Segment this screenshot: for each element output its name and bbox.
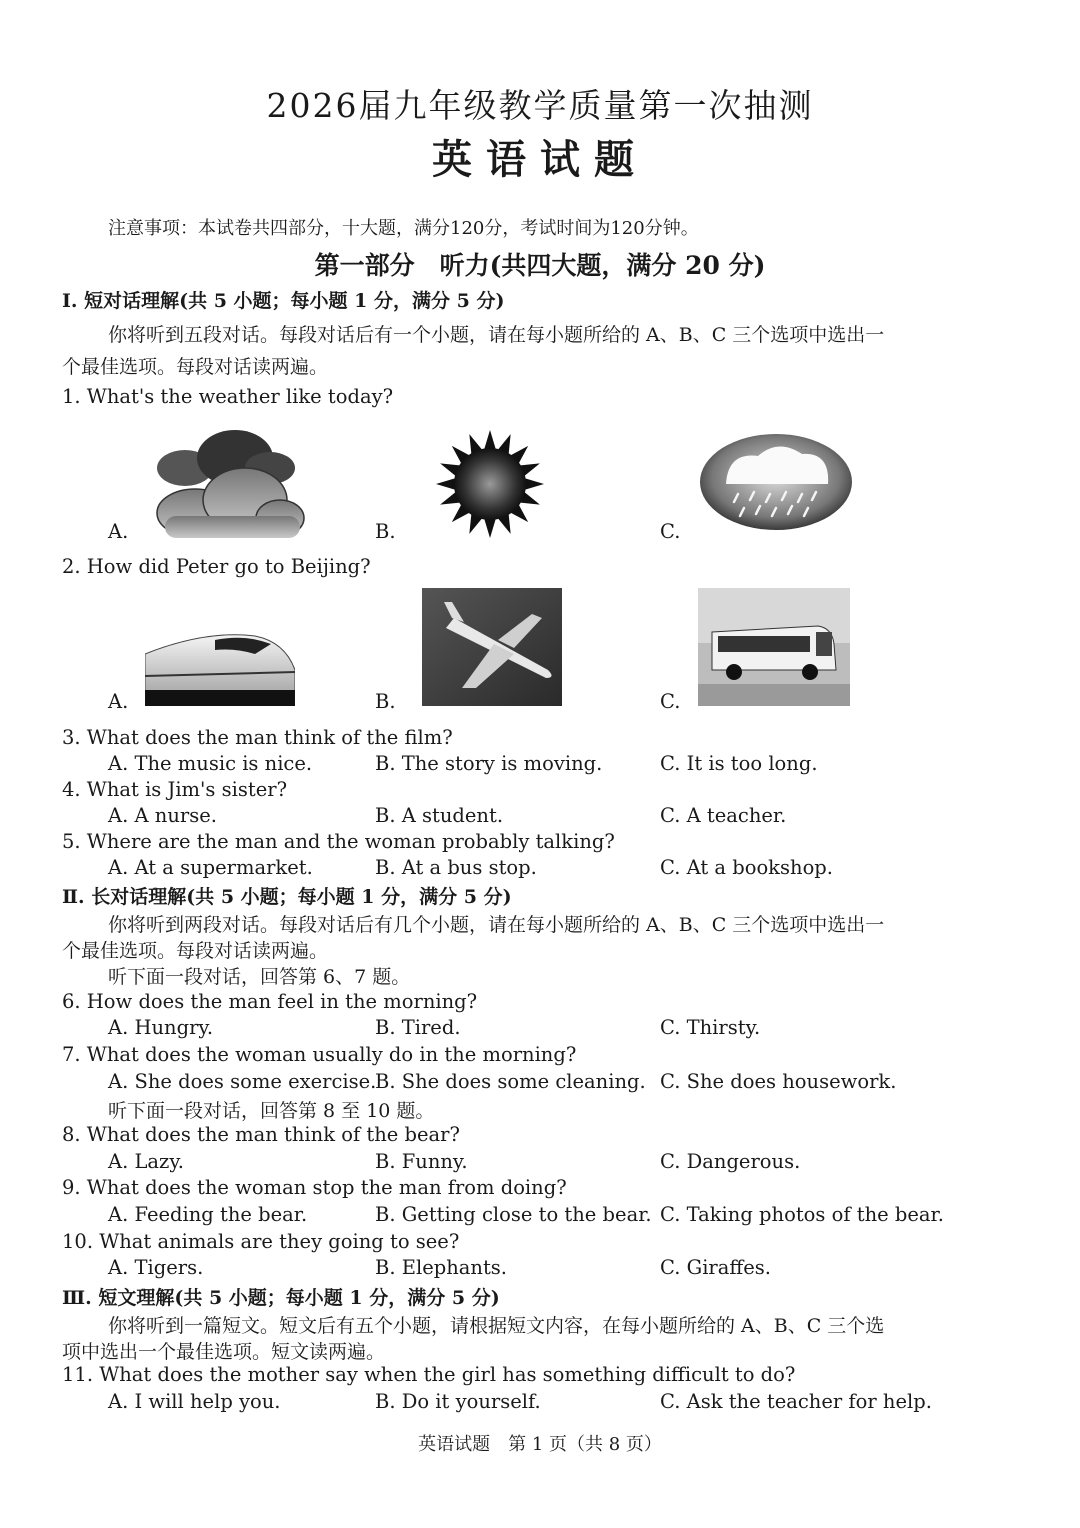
exam-notice: 注意事项：本试卷共四部分，十大题，满分120分，考试时间为120分钟。 — [108, 218, 699, 239]
question-8: 8. What does the man think of the bear? — [62, 1123, 460, 1146]
section1-instruction-line1: 你将听到五段对话。每段对话后有一个小题，请在每小题所给的 A、B、C 三个选项中选出一 — [108, 324, 885, 346]
train-picture — [145, 620, 295, 706]
q9-option-a: A. Feeding the bear. — [108, 1203, 308, 1226]
q11-option-c: C. Ask the teacher for help. — [660, 1390, 932, 1413]
section1-heading: I. 短对话理解(共 5 小题；每小题 1 分，满分 5 分) — [62, 290, 505, 312]
q1-option-a: A. — [108, 520, 129, 543]
section2-sub2: 听下面一段对话，回答第 8 至 10 题。 — [108, 1100, 435, 1122]
question-6: 6. How does the man feel in the morning? — [62, 990, 478, 1013]
q3-option-a: A. The music is nice. — [108, 752, 313, 775]
part1-title: 第一部分 听力(共四大题，满分 20 分) — [314, 251, 766, 280]
q7-option-c: C. She does housework. — [660, 1070, 897, 1093]
q1-option-b: B. — [375, 520, 396, 543]
q7-option-b: B. She does some cleaning. — [375, 1070, 646, 1093]
q5-option-b: B. At a bus stop. — [375, 856, 537, 879]
q2-option-a: A. — [108, 690, 129, 713]
section3-instruction-line1: 你将听到一篇短文。短文后有五个小题，请根据短文内容，在每小题所给的 A、B、C 三个选 — [108, 1315, 885, 1337]
q5-option-c: C. At a bookshop. — [660, 856, 833, 879]
q10-option-c: C. Giraffes. — [660, 1256, 771, 1279]
q6-option-b: B. Tired. — [375, 1016, 461, 1039]
question-4: 4. What is Jim's sister? — [62, 778, 288, 801]
question-2: 2. How did Peter go to Beijing? — [62, 555, 371, 578]
q8-option-b: B. Funny. — [375, 1150, 468, 1173]
question-1: 1. What's the weather like today? — [62, 385, 394, 408]
section2-instruction-line2: 个最佳选项。每段对话读两遍。 — [62, 940, 329, 962]
section2-instruction-line1: 你将听到两段对话。每段对话后有几个小题，请在每小题所给的 A、B、C 三个选项中选出一 — [108, 914, 885, 936]
sun-picture — [418, 428, 562, 540]
cloudy-picture — [155, 428, 305, 540]
q6-option-a: A. Hungry. — [108, 1016, 214, 1039]
q4-option-b: B. A student. — [375, 804, 504, 827]
question-11: 11. What does the mother say when the girl has something difficult to do? — [62, 1363, 796, 1386]
q5-option-a: A. At a supermarket. — [108, 856, 313, 879]
section2-sub1: 听下面一段对话，回答第 6、7 题。 — [108, 966, 411, 988]
question-9: 9. What does the woman stop the man from doing? — [62, 1176, 567, 1199]
q4-option-a: A. A nurse. — [108, 804, 217, 827]
q1-option-c: C. — [660, 520, 681, 543]
q7-option-a: A. She does some exercise. — [108, 1070, 377, 1093]
section1-instruction-line2: 个最佳选项。每段对话读两遍。 — [62, 356, 329, 378]
question-5: 5. Where are the man and the woman probably talking? — [62, 830, 615, 853]
section3-instruction-line2: 项中选出一个最佳选项。短文读两遍。 — [62, 1341, 386, 1363]
q4-option-c: C. A teacher. — [660, 804, 787, 827]
q3-option-c: C. It is too long. — [660, 752, 818, 775]
q9-option-c: C. Taking photos of the bear. — [660, 1203, 944, 1226]
q11-option-b: B. Do it yourself. — [375, 1390, 541, 1413]
bus-picture — [698, 588, 850, 706]
exam-subtitle: 英语试题 — [432, 136, 648, 183]
q6-option-c: C. Thirsty. — [660, 1016, 761, 1039]
q3-option-b: B. The story is moving. — [375, 752, 603, 775]
plane-picture — [422, 588, 562, 706]
q8-option-a: A. Lazy. — [108, 1150, 184, 1173]
exam-title: 2026届九年级教学质量第一次抽测 — [266, 86, 814, 125]
question-10: 10. What animals are they going to see? — [62, 1230, 460, 1253]
q2-option-b: B. — [375, 690, 396, 713]
q2-option-c: C. — [660, 690, 681, 713]
q8-option-c: C. Dangerous. — [660, 1150, 801, 1173]
q11-option-a: A. I will help you. — [108, 1390, 281, 1413]
q10-option-b: B. Elephants. — [375, 1256, 508, 1279]
rain-picture — [698, 432, 854, 532]
question-3: 3. What does the man think of the film? — [62, 726, 453, 749]
section2-heading: Ⅱ. 长对话理解(共 5 小题；每小题 1 分，满分 5 分) — [62, 886, 512, 908]
question-7: 7. What does the woman usually do in the morning? — [62, 1043, 577, 1066]
section3-heading: Ⅲ. 短文理解(共 5 小题；每小题 1 分，满分 5 分) — [62, 1287, 500, 1309]
q9-option-b: B. Getting close to the bear. — [375, 1203, 652, 1226]
q10-option-a: A. Tigers. — [108, 1256, 204, 1279]
page-footer: 英语试题 第 1 页（共 8 页） — [418, 1434, 662, 1455]
